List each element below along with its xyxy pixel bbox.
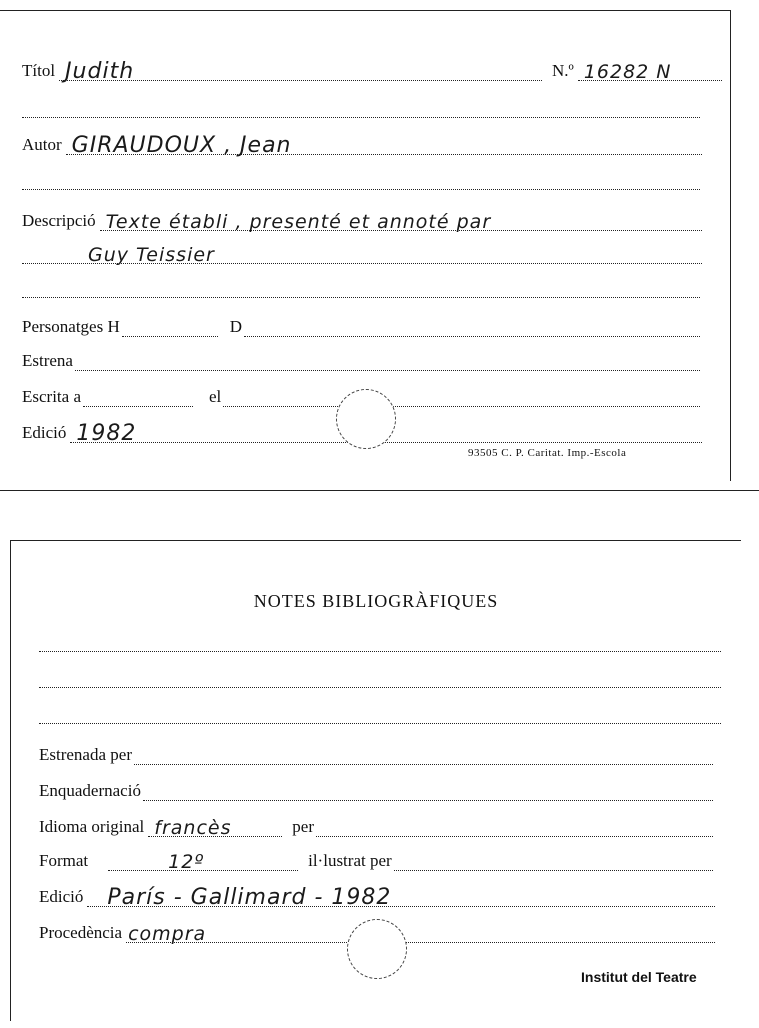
edicio-value: 1982 — [76, 421, 137, 446]
idioma-label: Idioma original — [39, 817, 145, 836]
descripcio-value-line2: Guy Teissier — [88, 244, 215, 266]
catalog-card-back — [10, 540, 741, 1021]
estrena-row — [22, 351, 702, 371]
personatges-d-label: D — [229, 317, 243, 336]
format-label: Format — [39, 851, 89, 870]
punch-hole — [347, 919, 407, 979]
titol-field — [59, 59, 542, 84]
idioma-field — [148, 818, 282, 837]
catalog-card-front — [0, 10, 731, 481]
blank-line — [39, 651, 721, 652]
estrenada-label: Estrenada per — [39, 745, 132, 764]
estrenada-row — [39, 745, 715, 765]
edicio2-label: Edició — [39, 887, 84, 906]
idioma-per-field — [316, 822, 713, 837]
escrita-a-field — [83, 392, 193, 407]
blank-line — [22, 297, 700, 298]
estrena-label: Estrena — [22, 351, 73, 370]
enquadernacio-label: Enquadernació — [39, 781, 141, 800]
edicio2-value: París - Gallimard - 1982 — [107, 885, 392, 910]
printer-imprint: 93505 C. P. Caritat. Imp.-Escola — [468, 447, 627, 459]
notes-title: NOTES BIBLIOGRÀFIQUES — [253, 591, 499, 611]
blank-line — [22, 189, 700, 190]
descripcio-row — [22, 211, 702, 231]
format-il-label: il·lustrat per — [308, 851, 392, 870]
institut-imprint: Institut del Teatre — [581, 969, 697, 985]
autor-label: Autor — [22, 135, 62, 154]
procedencia-label: Procedència — [39, 923, 123, 942]
format-field — [108, 852, 298, 871]
idioma-per-label: per — [292, 817, 314, 836]
autor-row — [22, 133, 702, 158]
estrenada-field — [134, 750, 713, 765]
personatges-row — [22, 317, 702, 337]
descripcio-field-2 — [22, 245, 702, 264]
personatges-h-field — [122, 322, 218, 337]
descripcio-label: Descripció — [22, 211, 96, 230]
titol-row — [22, 59, 542, 84]
autor-value: GIRAUDOUX , Jean — [71, 133, 292, 158]
descripcio-field — [100, 212, 702, 231]
numero-value: 16282 N — [583, 61, 672, 83]
escrita-el-field — [223, 392, 700, 407]
procedencia-field — [126, 924, 715, 943]
estrena-field — [75, 356, 700, 371]
numero-label: N.º — [552, 61, 574, 80]
enquadernacio-field — [143, 786, 713, 801]
format-value: 12º — [168, 851, 205, 873]
edicio-label: Edició — [22, 423, 67, 442]
descripcio-row-2 — [22, 245, 702, 264]
escrita-label: Escrita a — [22, 387, 81, 406]
idioma-row — [39, 817, 715, 837]
autor-field — [66, 133, 702, 158]
enquadernacio-row — [39, 781, 715, 801]
blank-line — [22, 117, 700, 118]
punch-hole — [336, 389, 396, 449]
blank-line — [39, 687, 721, 688]
idioma-value: francès — [154, 817, 232, 839]
numero-row — [552, 61, 722, 81]
titol-value: Judith — [65, 59, 135, 84]
procedencia-value: compra — [128, 923, 207, 945]
edicio2-field — [87, 885, 715, 910]
descripcio-value-line1: Texte établi , presenté et annoté par — [105, 211, 492, 233]
personatges-d-field — [244, 322, 700, 337]
numero-field — [578, 62, 722, 81]
edicio2-row — [39, 885, 715, 910]
format-il-field — [394, 856, 713, 871]
escrita-el-label: el — [209, 387, 222, 406]
format-row — [39, 851, 715, 871]
personatges-label: Personatges H — [22, 317, 120, 336]
card-separator — [0, 490, 759, 491]
blank-line — [39, 723, 721, 724]
titol-label: Títol — [22, 61, 56, 80]
